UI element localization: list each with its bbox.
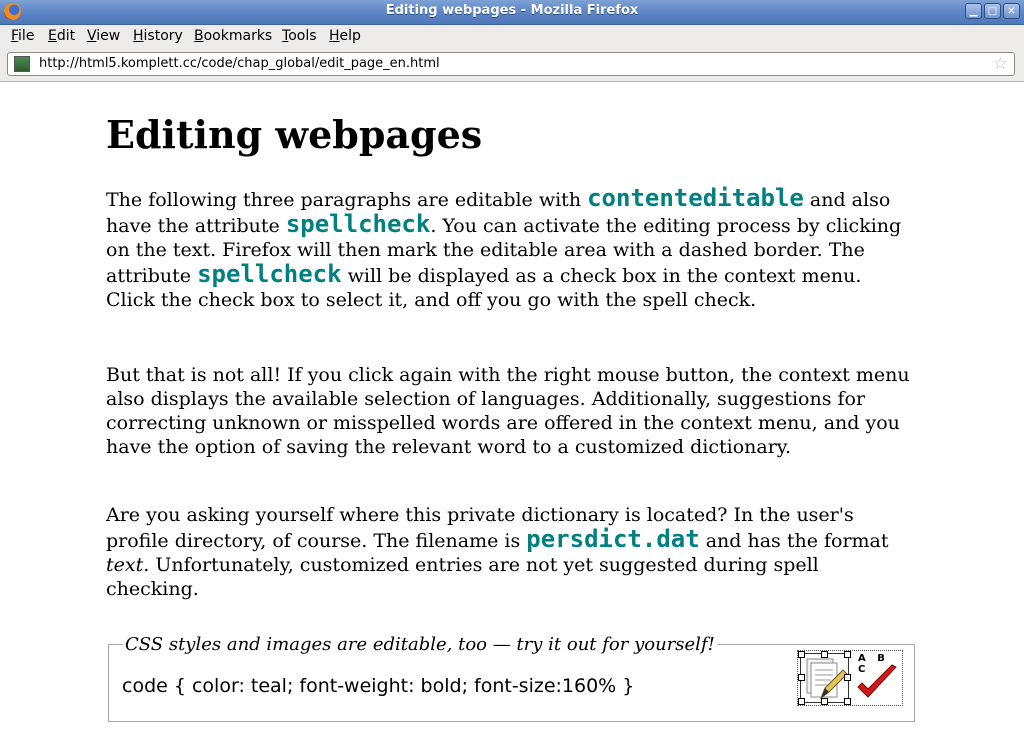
menu-history[interactable]: History [133,28,183,44]
p1-text-1: The following three paragraphs are editable with [106,189,588,211]
site-identity-icon[interactable] [14,56,30,72]
resize-handle-se[interactable] [844,698,851,705]
code-contenteditable: contenteditable [587,184,804,212]
page-title: Editing webpages [106,112,483,157]
resize-handle-nw[interactable] [798,651,805,658]
menu-file[interactable]: File [11,28,35,44]
fieldset-legend: CSS styles and images are editable, too — try it out for yourself! [125,634,715,655]
selected-document-image[interactable] [800,653,849,703]
close-button[interactable]: ✕ [1003,3,1020,19]
url-text[interactable]: http://html5.komplett.cc/code/chap_global/edit_page_en.html [39,56,440,71]
resize-handle-ne[interactable] [844,651,851,658]
title-bar [0,0,1024,25]
editable-paragraph-2[interactable]: But that is not all! If you click again with the right mouse button, the context menu also displays the available selection of languages. Additionally, suggestions for correcting unknown or misspelled words are offered in the context menu, and you have the option of saving the relevant word to a customized dictionary. [106,364,910,458]
url-bar[interactable] [7,52,1015,76]
menu-tools[interactable]: Tools [282,28,317,44]
p3-text-2: and has the format [699,530,889,552]
editable-paragraph-3[interactable] [106,503,916,601]
maximize-button[interactable]: □ [984,3,1001,19]
menu-edit[interactable]: Edit [48,28,76,44]
p1-text-2: and also have the attribute [106,189,891,237]
bookmark-star-icon[interactable]: ☆ [992,54,1008,74]
editable-paragraph-1[interactable] [106,186,916,312]
abc-label: A B C [858,653,889,675]
p3-emphasis: text [106,554,144,576]
menu-help[interactable]: Help [329,28,361,44]
menu-bar [0,25,1024,47]
code-spellcheck: spellcheck [285,210,431,238]
p3-text-1: Are you asking yourself where this private dictionary is located? In the user's profile directory, of course. The filename is [106,504,854,552]
css-editable-fieldset [108,634,915,722]
navigation-bar [0,47,1024,82]
code-spellcheck-2: spellcheck [197,260,342,288]
resize-handle-w[interactable] [798,674,805,681]
minimize-button[interactable]: ▁ [965,3,982,19]
resize-handle-s[interactable] [821,698,828,705]
window-title: Editing webpages - Mozilla Firefox [385,3,639,18]
editable-style-code[interactable]: code { color: teal; font-weight: bold; font-size:160% } [122,675,635,697]
resize-handle-n[interactable] [821,651,828,658]
menu-view[interactable]: View [87,28,121,44]
p1-text-3: . You can activate the editing process by clicking on the text. Firefox will then mark the editable area with a dashed border. The attribute [106,215,902,287]
red-checkmark-icon [854,663,900,703]
p3-text-3: . Unfortunately, customized entries are not yet suggested during spell checking. [106,554,819,600]
resize-handle-sw[interactable] [798,698,805,705]
menu-bookmarks[interactable]: Bookmarks [194,28,273,44]
page-content [0,82,1024,743]
code-persdict: persdict.dat [526,525,700,553]
notepad-pencil-icon [801,654,848,702]
spellcheck-image[interactable] [797,650,903,706]
resize-handle-e[interactable] [844,674,851,681]
p1-text-4: will be displayed as a check box in the context menu. Click the check box to select it, and off you go with the spell check. [106,265,862,311]
